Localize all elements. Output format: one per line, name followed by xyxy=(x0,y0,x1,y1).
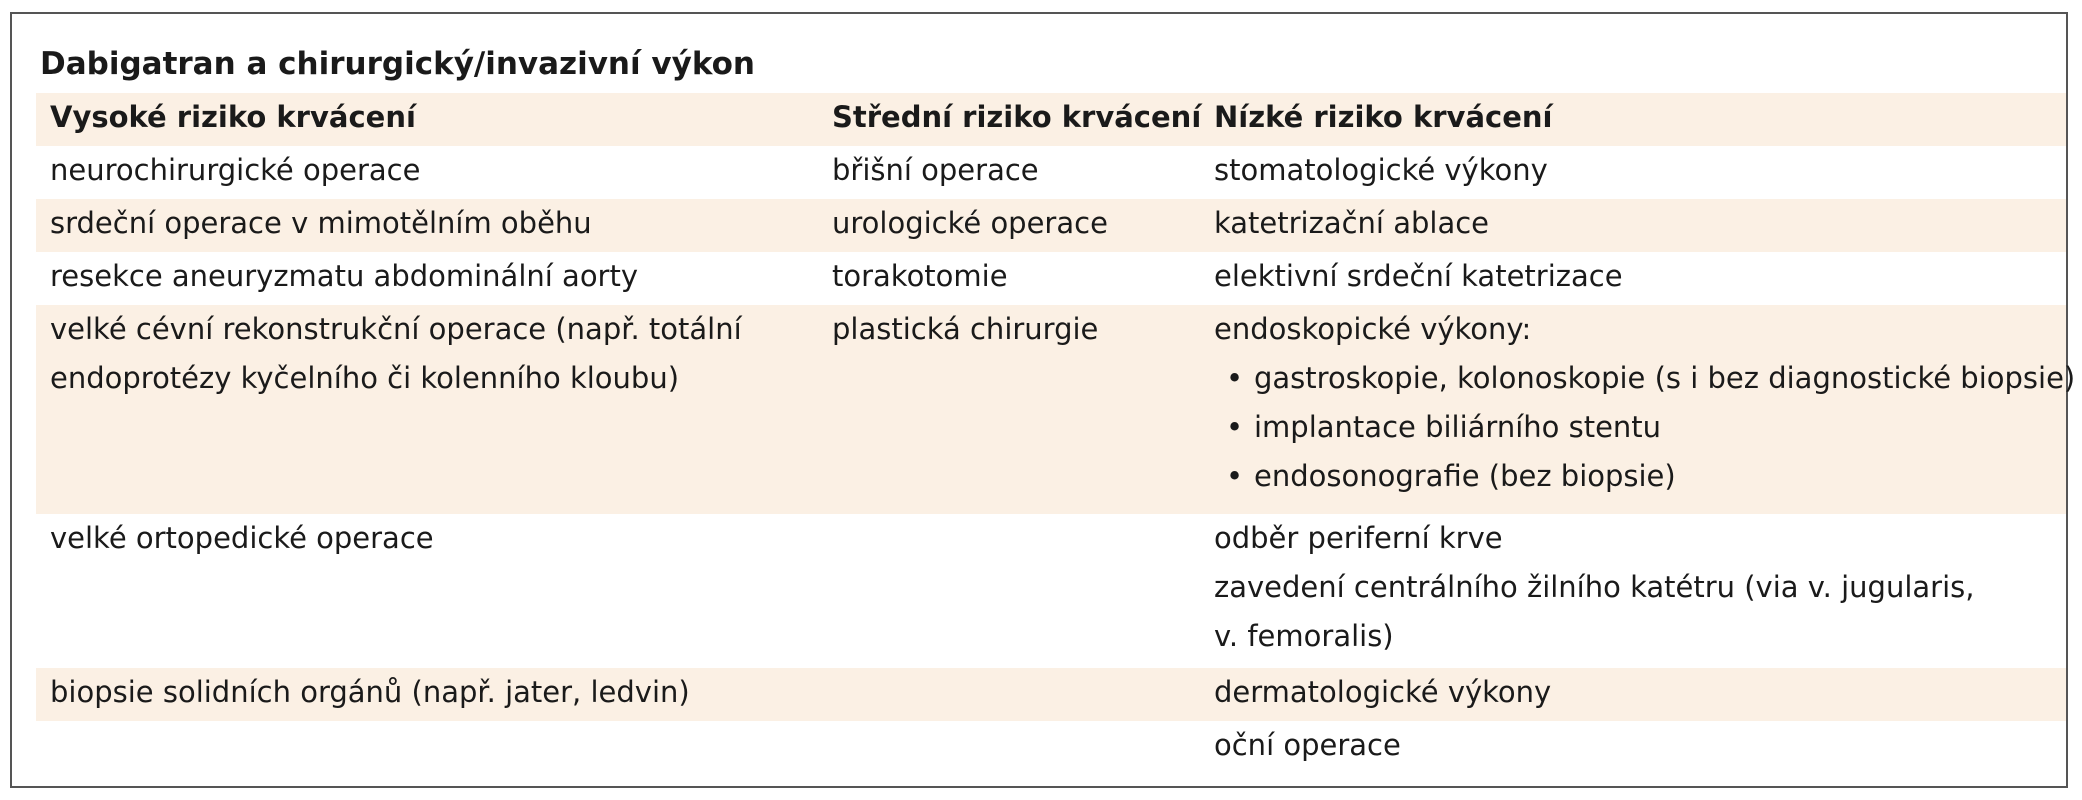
bullet-item xyxy=(1214,354,2075,403)
table-row xyxy=(36,146,2066,199)
table-row xyxy=(36,252,2066,305)
risk-table xyxy=(36,93,2076,774)
cell-line: urologické operace xyxy=(832,206,1108,240)
bullet-text: implantace biliárního stentu xyxy=(1254,410,1662,444)
column-header-high: Vysoké riziko krvácení xyxy=(50,100,416,134)
bullet-icon: • xyxy=(1226,459,1244,493)
cell-line: břišní operace xyxy=(832,153,1039,187)
cell-line: biopsie solidních orgánů (např. jater, ledvin) xyxy=(50,675,690,709)
cell-medium xyxy=(832,252,1008,301)
cell-line: dermatologické výkony xyxy=(1214,675,1552,709)
cell-high xyxy=(50,199,592,248)
bullet-icon: • xyxy=(1226,410,1244,444)
bullet-icon: • xyxy=(1226,361,1244,395)
cell-low xyxy=(1214,514,1974,661)
cell-low xyxy=(1214,146,1548,195)
cell-low xyxy=(1214,305,2075,501)
cell-high xyxy=(50,514,434,563)
table-row xyxy=(36,305,2076,514)
cell-line: torakotomie xyxy=(832,259,1008,293)
cell-line: v. femoralis) xyxy=(1214,619,1394,653)
column-header-medium: Střední riziko krvácení xyxy=(832,100,1202,134)
cell-high xyxy=(50,668,690,717)
cell-line: oční operace xyxy=(1214,728,1401,762)
cell-high xyxy=(50,252,638,301)
cell-low xyxy=(1214,199,1489,248)
cell-line: resekce aneuryzmatu abdominální aorty xyxy=(50,259,639,293)
cell-medium xyxy=(832,305,1098,354)
bullet-item xyxy=(1214,403,2075,452)
cell-low xyxy=(1214,252,1623,301)
cell-line: srdeční operace v mimotělním oběhu xyxy=(50,206,592,240)
cell-line: stomatologické výkony xyxy=(1214,153,1548,187)
cell-low xyxy=(1214,668,1551,717)
table-row xyxy=(36,721,2066,774)
cell-high xyxy=(50,305,742,403)
cell-medium xyxy=(832,199,1108,248)
bullet-item xyxy=(1214,452,2075,501)
table-row xyxy=(36,514,2066,668)
cell-line: velké cévní rekonstrukční operace (např. totální xyxy=(50,312,742,346)
header-row xyxy=(36,93,2066,146)
cell-line: zavedení centrálního žilního katétru (via v. jugularis, xyxy=(1214,570,1975,604)
column-header-low: Nízké riziko krvácení xyxy=(1214,100,1553,134)
cell-low xyxy=(1214,721,1401,770)
table-row xyxy=(36,668,2066,721)
cell-high xyxy=(50,146,420,195)
table-frame xyxy=(10,12,2076,788)
cell-line: neurochirurgické operace xyxy=(50,153,421,187)
table-title: Dabigatran a chirurgický/invazivní výkon xyxy=(40,46,755,82)
cell-line: endoskopické výkony: xyxy=(1214,312,1532,346)
cell-line: katetrizační ablace xyxy=(1214,206,1490,240)
cell-line: elektivní srdeční katetrizace xyxy=(1214,259,1623,293)
cell-line: odběr periferní krve xyxy=(1214,521,1503,555)
bullet-text: endosonografie (bez biopsie) xyxy=(1254,459,1676,493)
table-row xyxy=(36,199,2066,252)
bullet-text: gastroskopie, kolonoskopie (s i bez diagnostické biopsie) xyxy=(1254,361,2076,395)
cell-line: plastická chirurgie xyxy=(832,312,1099,346)
cell-line: velké ortopedické operace xyxy=(50,521,434,555)
cell-medium xyxy=(832,146,1039,195)
cell-line: endoprotézy kyčelního či kolenního kloubu) xyxy=(50,361,680,395)
